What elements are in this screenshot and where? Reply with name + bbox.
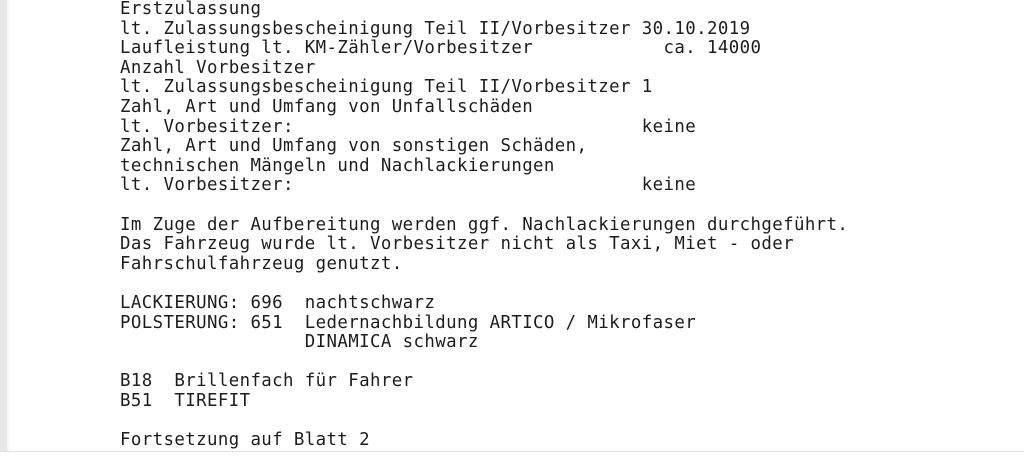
document-line — [120, 20, 1010, 40]
line-text: B18 Brillenfach für Fahrer — [120, 371, 414, 392]
line-text: Zahl, Art und Umfang von Unfallschäden — [120, 96, 534, 117]
document-line — [120, 372, 1010, 392]
document-line — [120, 137, 1010, 157]
line-text: lt. Zulassungsbescheinigung Teil II/Vorbesitzer — [120, 18, 631, 39]
line-text: Zahl, Art und Umfang von sonstigen Schäden, — [120, 136, 588, 157]
page-bottom-edge — [0, 451, 1024, 462]
line-value: ca. 14000 — [533, 38, 762, 59]
document-line — [120, 392, 1010, 412]
document-blank-line — [120, 196, 1010, 216]
document-text-block — [120, 0, 1010, 451]
document-blank-line — [120, 411, 1010, 431]
document-blank-line — [120, 353, 1010, 373]
line-value: 30.10.2019 — [630, 18, 751, 39]
line-text: Fortsetzung auf Blatt 2 — [120, 430, 371, 451]
page-left-edge — [0, 0, 7, 462]
line-text: lt. Zulassungsbescheinigung Teil II/Vorbesitzer — [120, 77, 631, 98]
document-line — [120, 294, 1010, 314]
line-text: Das Fahrzeug wurde lt. Vorbesitzer nicht als Taxi, Miet - oder — [120, 234, 794, 255]
document-line — [120, 98, 1010, 118]
line-text: Fahrschulfahrzeug genutzt. — [120, 253, 403, 274]
line-text: POLSTERUNG: 651 Ledernachbildung ARTICO / Mikrofaser — [120, 312, 697, 333]
line-value: keine — [293, 175, 697, 196]
line-text: lt. Vorbesitzer: — [120, 116, 294, 137]
page-left-edge-inner — [7, 0, 9, 462]
line-value: 1 — [630, 77, 653, 98]
document-line — [120, 176, 1010, 196]
document-line — [120, 255, 1010, 275]
line-text: LACKIERUNG: 696 nachtschwarz — [120, 292, 436, 313]
document-line — [120, 216, 1010, 236]
line-text: DINAMICA schwarz — [120, 332, 479, 353]
document-line — [120, 78, 1010, 98]
document-line — [120, 431, 1010, 451]
document-line — [120, 333, 1010, 353]
document-line — [120, 157, 1010, 177]
line-text: Anzahl Vorbesitzer — [120, 57, 316, 78]
line-text: B51 TIREFIT — [120, 390, 251, 411]
line-text: technischen Mängeln und Nachlackierungen — [120, 155, 555, 176]
document-line — [120, 39, 1010, 59]
document-line — [120, 59, 1010, 79]
line-text: lt. Vorbesitzer: — [120, 175, 294, 196]
document-line — [120, 314, 1010, 334]
document-line — [120, 0, 1010, 20]
line-text: Laufleistung lt. KM-Zähler/Vorbesitzer — [120, 38, 534, 59]
document-blank-line — [120, 274, 1010, 294]
line-text: Im Zuge der Aufbereitung werden ggf. Nachlackierungen durchgeführt. — [120, 214, 849, 235]
line-text: Erstzulassung — [120, 0, 262, 19]
document-line — [120, 118, 1010, 138]
document-line — [120, 235, 1010, 255]
line-value: keine — [293, 116, 697, 137]
